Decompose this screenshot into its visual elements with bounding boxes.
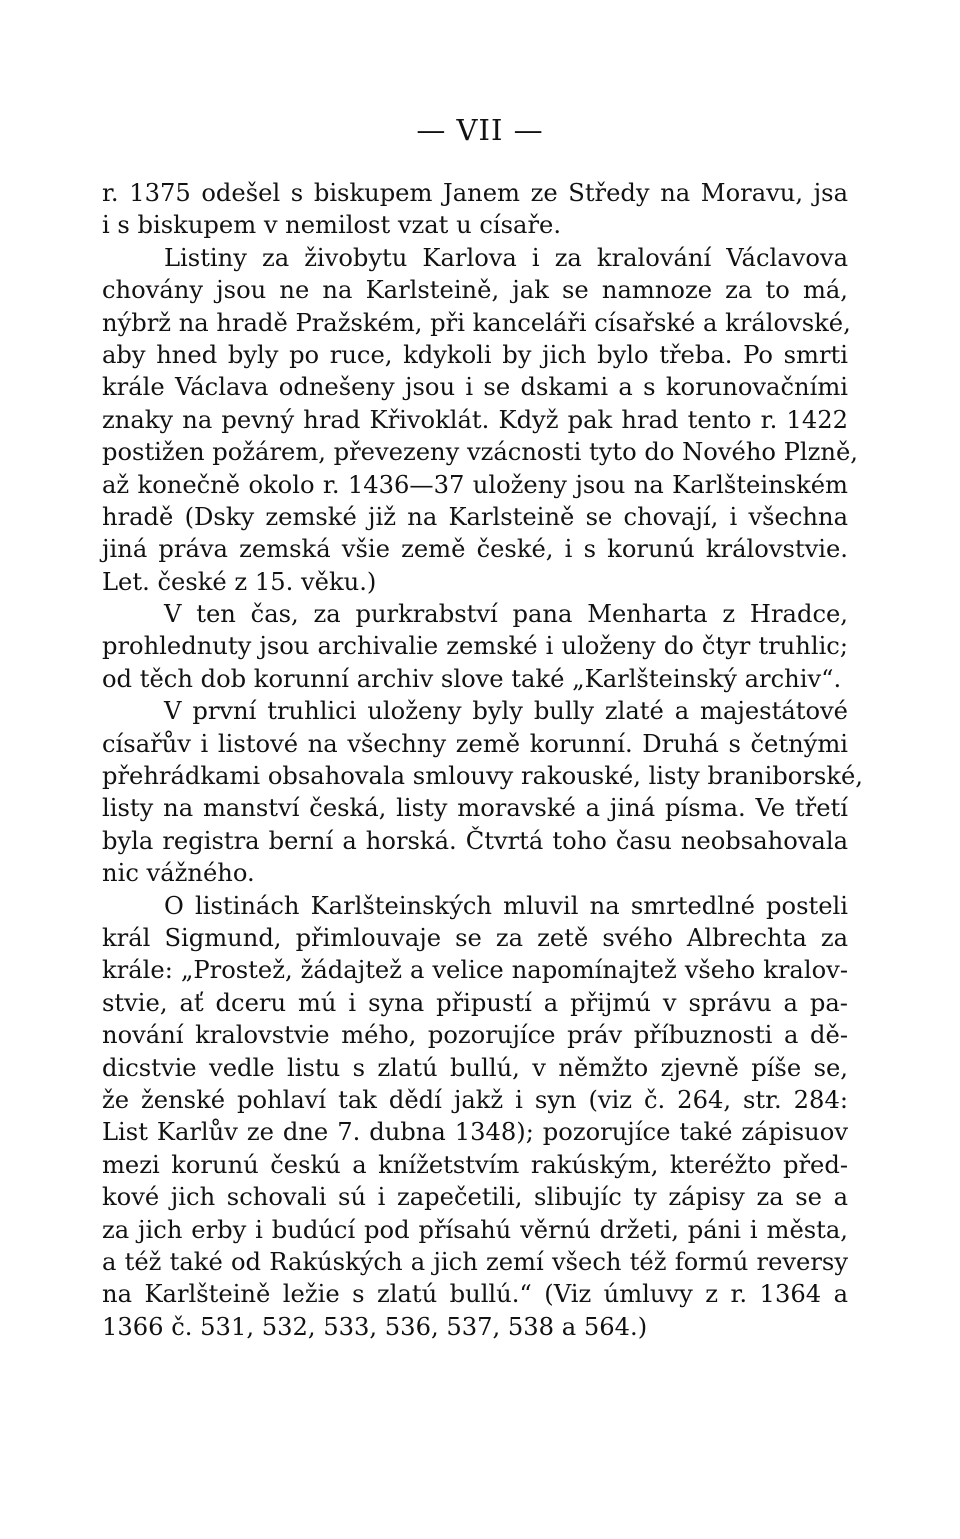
text-line: a též také od Rakúských a jich zemí všech též formú reversy [102,1247,848,1276]
text-line: mezi korunú českú a knížetstvím rakúským, kteréžto před- [102,1150,848,1179]
main-text [102,177,863,1343]
text-line: za jich erby i budúcí pod přísahú věrnú držeti, páni i města, [102,1215,848,1244]
text-line: V první truhlici uloženy byly bully zlaté a majestátové [164,697,848,726]
text-line: od těch dob korunní archiv slove také „Karlšteinský archiv“. [102,664,842,693]
text-line: krále Václava odnešeny jsou i se dskami a s korunovačními [102,373,848,402]
text-line: V ten čas, za purkrabství pana Menharta z Hradce, [164,600,848,629]
text-line: O listinách Karlšteinských mluvil na smrtedlné posteli [164,891,848,920]
text-line: císařův i listové na všechny země korunní. Druhá s četnými [102,729,848,758]
text-line: aby hned byly po ruce, kdykoli by jich bylo třeba. Po smrti [102,340,848,369]
text-line: i s biskupem v nemilost vzat u císaře. [102,211,562,240]
text-line: krále: „Prostež, žádajtež a velice napomínajtež všeho kralov- [102,956,848,985]
text-line: chovány jsou ne na Karlsteině, jak se namnoze za to má, [102,276,848,305]
text-line: hradě (Dsky zemské již na Karlsteině se chovají, i všechna [102,502,848,531]
text-line: že ženské pohlaví tak dědí jakž i syn (viz č. 264, str. 284: [102,1085,848,1114]
text-line: nic vážného. [102,859,255,888]
text-line: Listiny za živobytu Karlova i za kralování Václavova [164,243,848,272]
text-line: postižen požárem, převezeny vzácnosti tyto do Nového Plzně, [102,438,858,467]
text-line: dicstvie vedle listu s zlatú bullú, v němžto zjevně píše se, [102,1053,848,1082]
text-line: listy na manství česká, listy moravské a jiná písma. Ve třetí [102,794,848,823]
text-line: přehrádkami obsahovala smlouvy rakouské, listy braniborské, [102,762,863,791]
text-line: prohlednuty jsou archivalie zemské i uloženy do čtyr truhlic; [102,632,848,661]
text-line: nování kralovstvie mého, pozorujíce práv příbuznosti a dě- [102,1021,848,1050]
text-line: r. 1375 odešel s biskupem Janem ze Středy na Moravu, jsa [102,179,848,207]
text-line: až konečně okolo r. 1436—37 uloženy jsou na Karlšteinském [102,470,848,499]
text-line: znaky na pevný hrad Křivoklát. Když pak hrad tento r. 1422 [102,405,848,434]
text-line: stvie, ať dceru mú i syna připustí a přijmú v správu a pa- [102,988,848,1017]
text-line: nýbrž na hradě Pražském, při kanceláři císařské a královské, [102,308,851,337]
text-line: Let. české z 15. věku.) [102,567,377,596]
text-line: List Karlův ze dne 7. dubna 1348); pozorujíce také zápisuov [102,1118,848,1147]
page-number: — VII — [416,113,544,147]
text-line: byla registra berní a horská. Čtvrtá toho času neobsahovala [102,826,848,855]
text-line: král Sigmund, přimlouvaje se za zetě svého Albrechta za [102,923,848,952]
text-line: 1366 č. 531, 532, 533, 536, 537, 538 a 564.) [102,1312,648,1341]
text-line: jiná práva zemská všie země české, i s korunú královstvie. [102,535,848,564]
text-line: na Karlšteině ležie s zlatú bullú.“ (Viz úmluvy z r. 1364 a [102,1280,848,1309]
text-line: kové jich schovali sú i zapečetili, slibujíc ty zápisy za se a [102,1183,848,1212]
